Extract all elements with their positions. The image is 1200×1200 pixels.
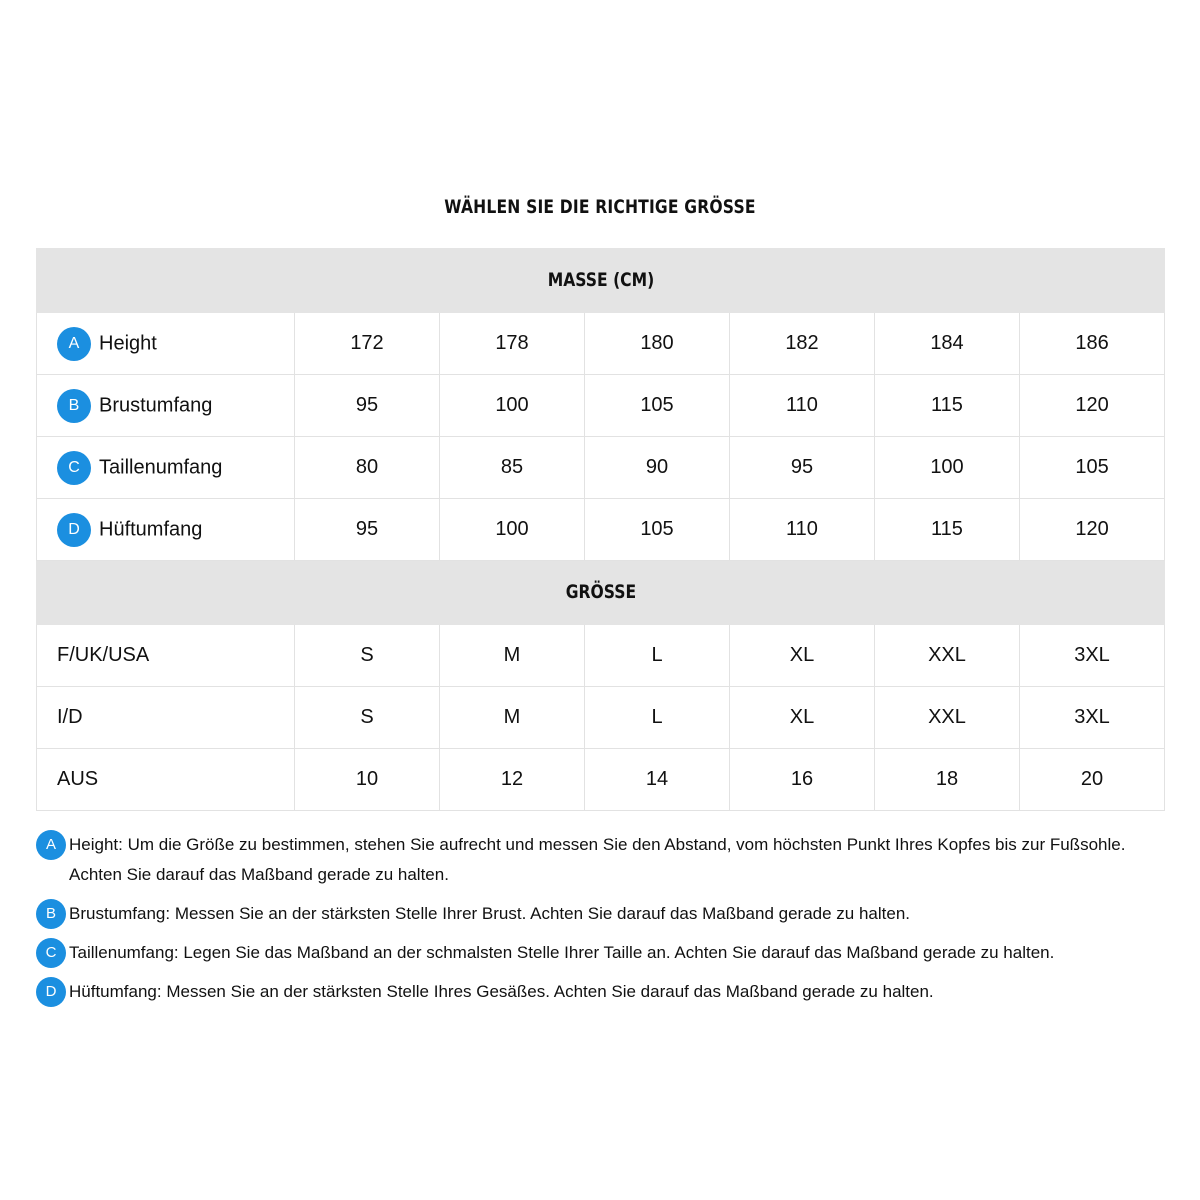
table-cell: 20: [1020, 749, 1165, 811]
table-cell: 120: [1020, 375, 1165, 437]
table-row: [37, 437, 1165, 499]
row-label: Hüftumfang: [99, 518, 203, 540]
sizes-header-row: [37, 561, 1165, 625]
table-row: [37, 749, 1165, 811]
note-text: Height: Um die Größe zu bestimmen, stehen Sie aufrecht und messen Sie den Abstand, vom höchsten Punkt Ihres Kopfes bis zur Fußsohle. Achten Sie darauf das Maßband gerade zu halten.: [69, 835, 1126, 884]
size-chart-table: [36, 248, 1165, 811]
table-cell: 3XL: [1020, 687, 1165, 749]
table-row: [37, 375, 1165, 437]
row-label: Height: [99, 332, 157, 354]
table-cell: 95: [295, 499, 440, 561]
row-label-cell: [37, 375, 295, 437]
measurement-notes: [36, 830, 1176, 1016]
badge-b-icon: B: [36, 899, 66, 929]
table-cell: L: [585, 625, 730, 687]
note-item: [36, 977, 1176, 1007]
row-label-cell: [37, 749, 295, 811]
table-cell: S: [295, 687, 440, 749]
note-item: [36, 830, 1176, 890]
badge-a-icon: A: [57, 327, 91, 361]
table-cell: 80: [295, 437, 440, 499]
sizes-header-label: GRÖSSE: [565, 581, 636, 603]
table-cell: XXL: [875, 625, 1020, 687]
table-cell: 115: [875, 375, 1020, 437]
table-cell: 85: [440, 437, 585, 499]
badge-b-icon: B: [57, 389, 91, 423]
table-cell: 12: [440, 749, 585, 811]
note-text: Taillenumfang: Legen Sie das Maßband an der schmalsten Stelle Ihrer Taille an. Achten Sie darauf das Maßband gerade zu halten.: [69, 943, 1055, 962]
table-cell: 100: [440, 375, 585, 437]
table-cell: 105: [585, 499, 730, 561]
measurements-header-label: MASSE (CM): [547, 269, 654, 291]
table-cell: S: [295, 625, 440, 687]
table-cell: 120: [1020, 499, 1165, 561]
row-label-cell: [37, 499, 295, 561]
sizes-header: [37, 561, 1165, 625]
measurements-header: [37, 249, 1165, 313]
table-cell: M: [440, 687, 585, 749]
badge-c-icon: C: [57, 451, 91, 485]
measurements-header-row: [37, 249, 1165, 313]
note-item: [36, 899, 1176, 929]
table-cell: 105: [1020, 437, 1165, 499]
badge-d-icon: D: [36, 977, 66, 1007]
table-cell: 178: [440, 313, 585, 375]
table-cell: XXL: [875, 687, 1020, 749]
table-cell: 95: [295, 375, 440, 437]
table-cell: 100: [875, 437, 1020, 499]
note-text: Hüftumfang: Messen Sie an der stärksten Stelle Ihres Gesäßes. Achten Sie darauf das Maßband gerade zu halten.: [69, 982, 934, 1001]
row-label-cell: [37, 687, 295, 749]
row-label: Taillenumfang: [99, 456, 223, 478]
note-text: Brustumfang: Messen Sie an der stärksten Stelle Ihrer Brust. Achten Sie darauf das Maßband gerade zu halten.: [69, 904, 911, 923]
table-cell: XL: [730, 625, 875, 687]
table-cell: M: [440, 625, 585, 687]
table-cell: 115: [875, 499, 1020, 561]
table-cell: 90: [585, 437, 730, 499]
page-title: WÄHLEN SIE DIE RICHTIGE GRÖSSE: [444, 196, 756, 218]
row-label: AUS: [57, 768, 99, 791]
note-item: [36, 938, 1176, 968]
table-cell: 3XL: [1020, 625, 1165, 687]
row-label-cell: [37, 437, 295, 499]
table-cell: 110: [730, 499, 875, 561]
row-label: F/UK/USA: [57, 644, 150, 667]
table-cell: 172: [295, 313, 440, 375]
table-row: [37, 625, 1165, 687]
table-cell: 184: [875, 313, 1020, 375]
table-cell: 14: [585, 749, 730, 811]
table-cell: XL: [730, 687, 875, 749]
table-cell: 186: [1020, 313, 1165, 375]
table-cell: 105: [585, 375, 730, 437]
badge-d-icon: D: [57, 513, 91, 547]
table-cell: 95: [730, 437, 875, 499]
table-cell: L: [585, 687, 730, 749]
table-cell: 18: [875, 749, 1020, 811]
table-cell: 110: [730, 375, 875, 437]
badge-a-icon: A: [36, 830, 66, 860]
row-label: Brustumfang: [99, 394, 213, 416]
table-cell: 100: [440, 499, 585, 561]
table-row: [37, 687, 1165, 749]
table-row: [37, 313, 1165, 375]
table-cell: 10: [295, 749, 440, 811]
badge-c-icon: C: [36, 938, 66, 968]
row-label-cell: [37, 313, 295, 375]
table-row: [37, 499, 1165, 561]
row-label-cell: [37, 625, 295, 687]
row-label: I/D: [57, 706, 83, 729]
table-cell: 182: [730, 313, 875, 375]
table-cell: 16: [730, 749, 875, 811]
table-cell: 180: [585, 313, 730, 375]
